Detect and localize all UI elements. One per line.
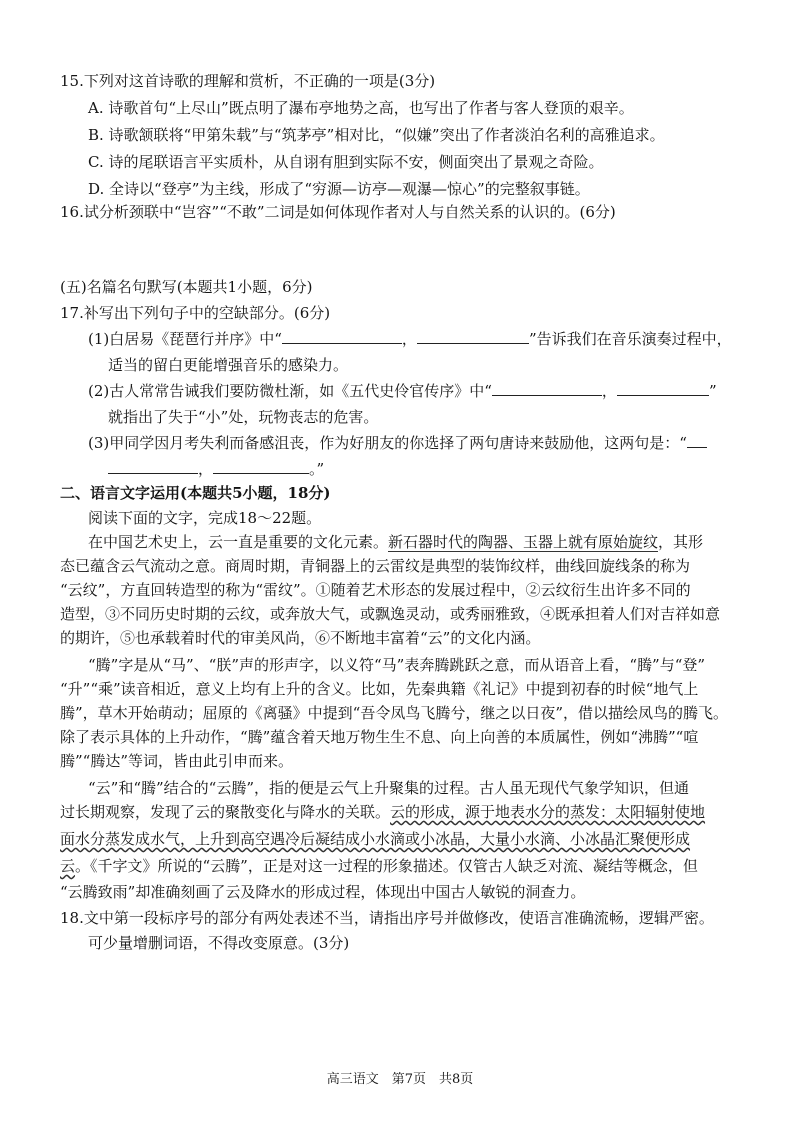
passage-p3-line5: “云腾致雨”却准确刻画了云及降水的形成过程，体现出中国古人敏锐的洞查力。: [60, 883, 586, 901]
q17-part2-suffix: ”: [708, 382, 717, 400]
q17-part3-continued: [108, 458, 324, 480]
q17-part2-continued: 就指出了失于“小”处，玩物丧志的危害。: [108, 408, 379, 426]
passage-p3-line3: [60, 828, 690, 850]
q15-option-b: B. 诗歌颔联将“甲第朱载”与“筑茅亭”相对比，“似嫌”突出了作者淡泊名利的高雅追求。: [88, 126, 665, 144]
passage-text: 过长期观察，发现了云的聚散变化与降水的关联。: [60, 803, 391, 821]
answer-blank[interactable]: [108, 458, 198, 474]
underlined-sentence: 新石器时代的陶器、玉器上就有原始旋纹: [388, 533, 659, 551]
answer-blank[interactable]: [282, 328, 402, 344]
passage-p1-line1: [88, 531, 703, 553]
q17-part3-sep: ，: [198, 460, 214, 478]
reading-intro: 阅读下面的文字，完成18～22题。: [88, 509, 322, 527]
q17-part2-prefix: (2)古人常常告诫我们要防微杜渐，如《五代史伶官传序》中“: [88, 382, 492, 400]
passage-p2-line3: 腾”，草木开始萌动；屈原的《离骚》中提到“吾令凤鸟飞腾兮，继之以日夜”，借以描绘凤鸟的腾飞。: [60, 704, 729, 722]
q15-option-c: C. 诗的尾联语言平实质朴，从自诩有胆到实际不安，侧面突出了景观之奇险。: [88, 153, 604, 171]
q15-stem: 15.下列对这首诗歌的理解和赏析，不正确的一项是(3分): [60, 72, 436, 90]
passage-p1-line3: “云纹”，方直回转造型的称为“雷纹”。①随着艺术形态的发展过程中，②云纹衍生出许多不同的: [60, 581, 691, 599]
q17-part3-prefix: (3)甲同学因月考失利而备感沮丧，作为好朋友的你选择了两句唐诗来鼓励他，这两句是：“: [88, 434, 687, 452]
passage-p1-line2: 态已蕴含云气流动之意。商周时期，青铜器上的云雷纹是典型的装饰纹样，曲线回旋线条的称为: [60, 557, 691, 575]
passage-text: 在中国艺术史上，云一直是重要的文化元素。: [88, 533, 389, 551]
wavy-underlined-text: 面水分蒸发成水气，上升到高空遇冷后凝结成小水滴或小冰晶，大量小水滴、小冰晶汇聚便形成: [60, 830, 691, 848]
page-footer: 高三语文 第7页 共8页: [326, 1072, 474, 1087]
q17-stem: 17.补写出下列句子中的空缺部分。(6分): [60, 304, 331, 322]
passage-p1-line5: 的期许，⑤也承载着时代的审美风尚，⑥不断地丰富着“云”的文化内涵。: [60, 629, 541, 647]
answer-blank[interactable]: [687, 432, 707, 448]
q17-part2-sep: ，: [601, 382, 617, 400]
passage-p3-line4: [60, 855, 698, 877]
answer-blank[interactable]: [492, 380, 602, 396]
q18-line2: 可少量增删词语，不得改变原意。(3分): [88, 934, 350, 952]
passage-p2-line4: 除了表示具体的上升动作，“腾”蕴含着天地万物生生不息、向上向善的本质属性，例如“沸腾”“喧: [60, 728, 699, 746]
wavy-underlined-text: 云的形成，源于地表水分的蒸发：太阳辐射使地: [390, 803, 706, 821]
passage-p1-line4: 造型，③不同历史时期的云纹，或奔放大气，或飘逸灵动，或秀丽雅致，④既承担着人们对吉祥如意: [60, 605, 721, 623]
q17-part1-continued: 适当的留白更能增强音乐的感染力。: [108, 356, 349, 374]
answer-blank[interactable]: [213, 458, 309, 474]
passage-p2-line5: 腾”“腾达”等词，皆由此引申而来。: [60, 752, 294, 770]
passage-text: 。《千字文》所说的“云腾”，正是对这一过程的形象描述。仅管古人缺乏对流、凝结等概念，但: [75, 857, 698, 875]
passage-p2-line2: “升”“乘”读音相近，意义上均有上升的含义。比如，先秦典籍《礼记》中提到初春的时候“地气上: [60, 680, 699, 698]
q17-part1-prefix: (1)白居易《琵琶行并序》中“: [88, 330, 282, 348]
section2-title: 二、语言文字运用(本题共5小题，18分): [60, 484, 331, 502]
q16-stem: 16.试分析颈联中“岂容”“不敢”二词是如何体现作者对人与自然关系的认识的。(6分): [60, 203, 616, 221]
q17-part1-sep: ，: [401, 330, 417, 348]
passage-p3-line2: [60, 801, 705, 823]
q15-option-a: A. 诗歌首句“上尽山”既点明了瀑布亭地势之高，也写出了作者与客人登顶的艰辛。: [88, 99, 634, 117]
q18-line1: 18.文中第一段标序号的部分有两处表述不当，请指出序号并做修改，使语言准确流畅，逻辑严密。: [60, 909, 714, 927]
answer-blank[interactable]: [417, 328, 529, 344]
section5-title: (五)名篇名句默写(本题共1小题，6分): [60, 278, 313, 296]
passage-p2-line1: “腾”字是从“马”、“朕”声的形声字，以义符“马”表奔腾跳跃之意，而从语音上看，“腾”与“登”: [88, 656, 706, 674]
wavy-underlined-text: 云: [60, 857, 76, 875]
q17-part3: [88, 432, 707, 454]
answer-blank[interactable]: [617, 380, 709, 396]
q17-part2: [88, 380, 717, 402]
q17-part1-suffix: ”告诉我们在音乐演奏过程中，: [528, 330, 732, 348]
q17-part1: [88, 328, 732, 350]
q17-part3-end: 。”: [309, 460, 325, 478]
q15-option-d: D. 全诗以“登亭”为主线，形成了“穷源—访亭—观瀑—惊心”的完整叙事链。: [88, 180, 590, 198]
passage-text: ，其形: [658, 533, 704, 551]
passage-p3-line1: “云”和“腾”结合的“云腾”，指的便是云气上升聚集的过程。古人虽无现代气象学知识，但通: [88, 779, 690, 797]
